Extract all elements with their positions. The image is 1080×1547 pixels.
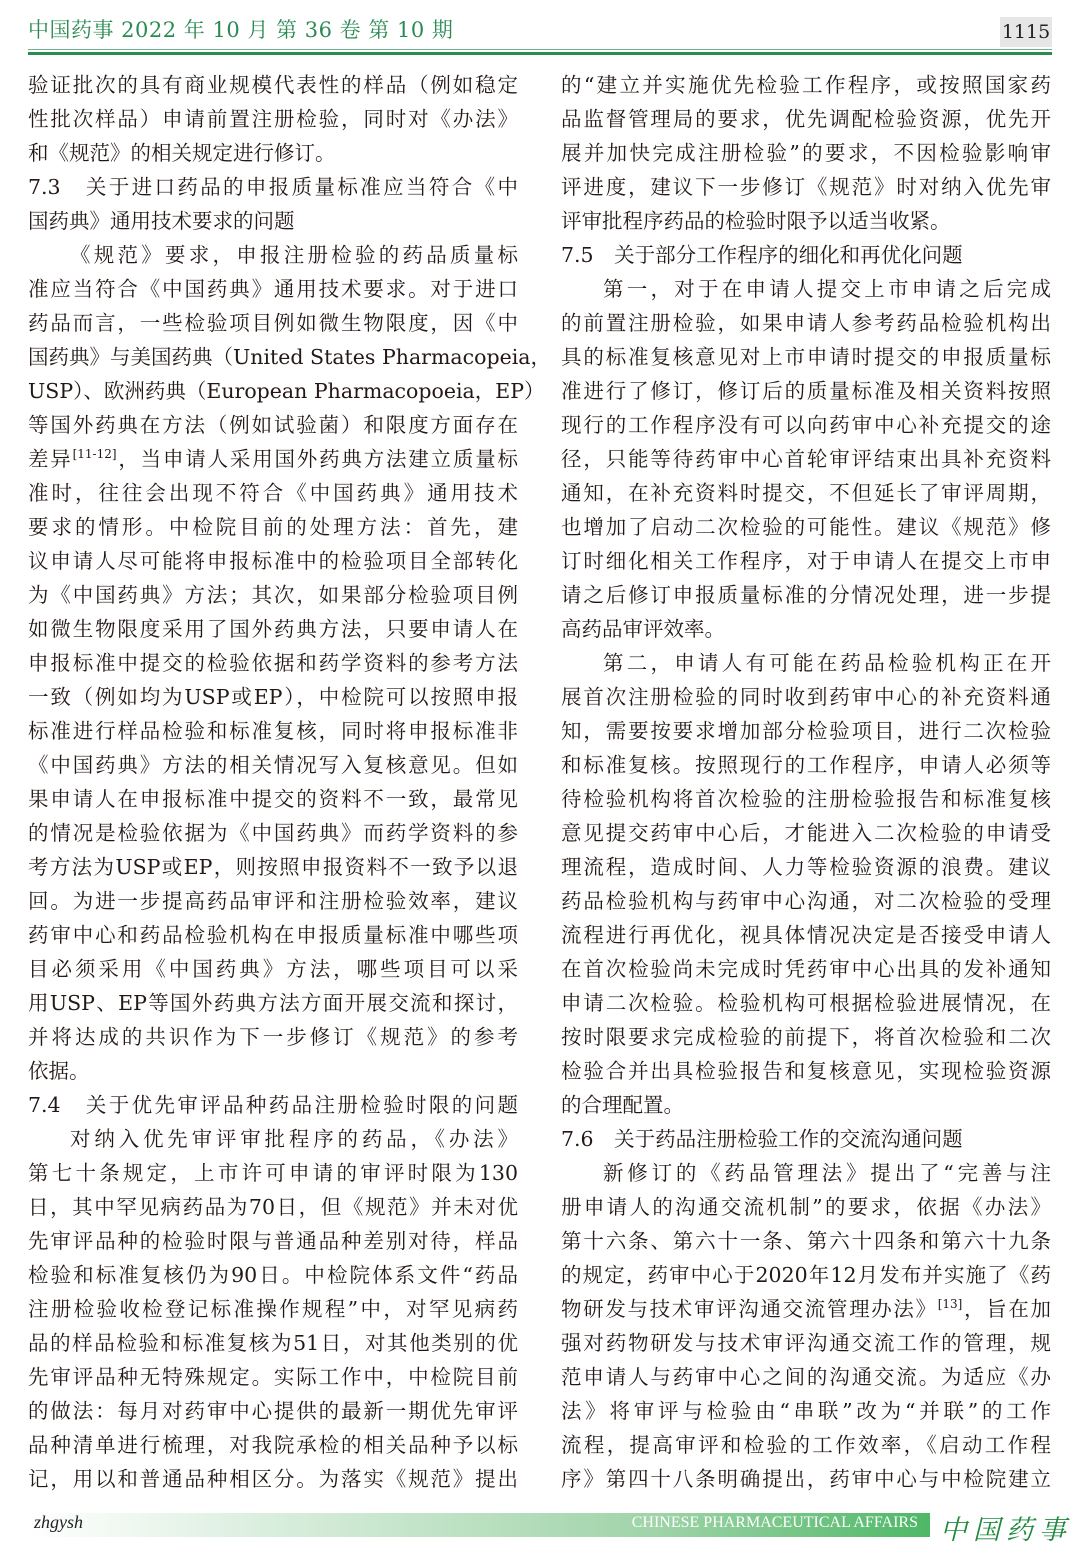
text-line (561, 1054, 1051, 1088)
line-text: 品种清单进行梳理，对我院承检的相关品种予以标 (28, 1433, 518, 1457)
text-line (561, 612, 1051, 646)
line-text: 评审批程序药品的检验时限予以适当收紧。 (561, 209, 951, 233)
text-line (28, 850, 518, 884)
line-text: 《中国药典》方法的相关情况写入复核意见。但如 (28, 753, 518, 777)
line-text: 径，只能等待药审中心首轮审评结束出具补充资料 (561, 447, 1051, 471)
line-text: 在首次检验尚未完成时凭药审中心出具的发补通知 (561, 957, 1051, 981)
line-text: 流程进行再优化，视具体情况决定是否接受申请人 (561, 923, 1051, 947)
line-text: 先审评品种的检验时限与普通品种差别对待，样品 (28, 1229, 518, 1253)
text-line (28, 646, 518, 680)
line-text: 现行的工作程序没有可以向药审中心补充提交的途 (561, 413, 1051, 437)
line-text: 第二，申请人有可能在药品检验机构正在开 (603, 651, 1051, 675)
text-line (561, 170, 1051, 204)
line-text: 的情况是检验依据为《中国药典》而药学资料的参 (28, 821, 518, 845)
text-line (28, 1190, 518, 1224)
text-line (561, 272, 1051, 306)
line-text: 对纳入优先审评审批程序的药品，《办法》 (70, 1127, 518, 1151)
text-line (28, 136, 518, 170)
line-text: 申报标准中提交的检验依据和药学资料的参考方法 (28, 651, 518, 675)
text-line (561, 136, 1051, 170)
text-line (28, 714, 518, 748)
text-line (28, 238, 518, 272)
text-line (561, 1190, 1051, 1224)
text-line (28, 816, 518, 850)
line-text: 验证批次的具有商业规模代表性的样品（例如稳定 (28, 73, 518, 97)
line-text: 差异 (28, 447, 73, 471)
line-text: 高药品审评效率。 (561, 617, 725, 641)
text-line (561, 646, 1051, 680)
line-text: 7.6 关于药品注册检验工作的交流沟通问题 (561, 1127, 963, 1151)
page-number: 1115 (1000, 17, 1052, 47)
text-line (561, 748, 1051, 782)
line-text: 为《中国药典》方法；其次，如果部分检验项目例 (28, 583, 518, 607)
header-rule-thin (28, 49, 1052, 50)
line-text: 《规范》要求，申报注册检验的药品质量标 (70, 243, 518, 267)
line-text: 国药典》与美国药典（United States Pharmacopeia， (28, 345, 551, 369)
line-text: 序》第四十八条明确提出，药审中心与中检院建立 (561, 1467, 1051, 1491)
line-text: 的前置注册检验，如果申请人参考药品检验机构出 (561, 311, 1051, 335)
line-text: 用USP、EP等国外药典方法方面开展交流和探讨， (28, 991, 518, 1015)
line-text: 和标准复核。按照现行的工作程序，申请人必须等 (561, 753, 1051, 777)
text-line (28, 68, 518, 102)
text-line (28, 578, 518, 612)
text-line (561, 918, 1051, 952)
line-text: 物研发与技术审评沟通交流管理办法》 (561, 1297, 938, 1321)
text-line (561, 1258, 1051, 1292)
text-line (561, 1156, 1051, 1190)
citation-reference: [13] (937, 1297, 963, 1311)
text-line (28, 1394, 518, 1428)
line-text: 依据。 (28, 1059, 90, 1083)
text-line (28, 1020, 518, 1054)
line-text: 的规定，药审中心于2020年12月发布并实施了《药 (561, 1263, 1051, 1287)
section-heading-line (28, 170, 518, 204)
text-line (28, 476, 518, 510)
text-line (28, 782, 518, 816)
line-text: 通知，在补充资料时提交，不但延长了审评周期， (561, 481, 1051, 505)
line-text: 如微生物限度采用了国外药典方法，只要申请人在 (28, 617, 518, 641)
text-line (561, 510, 1051, 544)
section-heading-line (28, 204, 518, 238)
text-line (28, 374, 545, 408)
section-heading-line (561, 238, 1051, 272)
line-text: 7.5 关于部分工作程序的细化和再优化问题 (561, 243, 963, 267)
text-line (561, 714, 1051, 748)
text-line (561, 850, 1051, 884)
text-line (28, 1462, 518, 1496)
line-text: 药品而言，一些检验项目例如微生物限度，因《中 (28, 311, 518, 335)
line-text: 议申请人尽可能将申报标准中的检验项目全部转化 (28, 549, 518, 573)
line-text: 检验合并出具检验报告和复核意见，实现检验资源 (561, 1059, 1051, 1083)
line-text: 范申请人与药审中心之间的沟通交流。为适应《办 (561, 1365, 1051, 1389)
line-text: 和《规范》的相关规定进行修订。 (28, 141, 336, 165)
line-text: 知，需要按要求增加部分检验项目，进行二次检验 (561, 719, 1051, 743)
line-text: 考方法为USP或EP，则按照申报资料不一致予以退 (28, 855, 518, 879)
line-text: 具的标准复核意见对上市申请时提交的申报质量标 (561, 345, 1051, 369)
text-line (28, 1224, 518, 1258)
text-line (561, 374, 1051, 408)
line-text: 第一，对于在申请人提交上市申请之后完成 (603, 277, 1051, 301)
line-text: 品监督管理局的要求，优先调配检验资源，优先开 (561, 107, 1051, 131)
journal-logo: 中国药事 (940, 1515, 1072, 1546)
text-line (28, 1054, 518, 1088)
line-text: 果申请人在申报标准中提交的资料不一致，最常见 (28, 787, 518, 811)
header-rule-thick (28, 52, 1052, 55)
text-line (28, 986, 518, 1020)
line-text: 注册检验收检登记标准操作规程”中，对罕见病药 (28, 1297, 518, 1321)
text-line (28, 884, 518, 918)
line-text: 准时，往往会出现不符合《中国药典》通用技术 (28, 481, 518, 505)
text-line (28, 408, 518, 442)
text-line (28, 306, 518, 340)
text-line (561, 408, 1051, 442)
text-line (561, 1020, 1051, 1054)
text-line (561, 1088, 1051, 1122)
line-text: 准应当符合《中国药典》通用技术要求。对于进口 (28, 277, 518, 301)
line-text: 的合理配置。 (561, 1093, 684, 1117)
left-column (28, 68, 551, 1496)
line-text: ，旨在加 (962, 1297, 1051, 1321)
line-text: 检验和标准复核仍为90日。中检院体系文件“药品 (28, 1263, 518, 1287)
text-line (28, 544, 518, 578)
line-text: 标准进行样品检验和标准复核，同时将申报标准非 (28, 719, 518, 743)
text-line (561, 544, 1051, 578)
text-line (561, 884, 1051, 918)
citation-reference: [11-12] (72, 447, 117, 461)
text-line (28, 680, 518, 714)
text-line (28, 1122, 518, 1156)
text-line (561, 204, 1051, 238)
line-text: 册申请人的沟通交流机制”的要求，依据《办法》 (561, 1195, 1051, 1219)
line-text: 国药典》通用技术要求的问题 (28, 209, 295, 233)
line-text: 评进度，建议下一步修订《规范》时对纳入优先审 (561, 175, 1051, 199)
line-text: 法》将审评与检验由“串联”改为“并联”的工作 (561, 1399, 1051, 1423)
text-line (561, 1326, 1051, 1360)
line-text: 药品检验机构与药审中心沟通，对二次检验的受理 (561, 889, 1051, 913)
line-text: 订时细化相关工作程序，对于申请人在提交上市申 (561, 549, 1051, 573)
text-line (28, 1258, 518, 1292)
line-text: 展首次注册检验的同时收到药审中心的补充资料通 (561, 685, 1051, 709)
line-text: 理流程，造成时间、人力等检验资源的浪费。建议 (561, 855, 1051, 879)
right-column (561, 68, 1051, 1496)
line-text: 先审评品种无特殊规定。实际工作中，中检院目前 (28, 1365, 518, 1389)
line-text: 等国外药典在方法（例如试验菌）和限度方面存在 (28, 413, 518, 437)
section-heading-line (28, 1088, 518, 1122)
line-text: 目必须采用《中国药典》方法，哪些项目可以采 (28, 957, 518, 981)
text-line (28, 1156, 518, 1190)
line-text: 日，其中罕见病药品为70日，但《规范》并未对优 (28, 1195, 518, 1219)
text-line (561, 1428, 1051, 1462)
text-line (561, 1462, 1051, 1496)
running-header: 中国药事 2022 年 10 月 第 36 卷 第 10 期 (28, 18, 454, 42)
text-line (561, 340, 1051, 374)
line-text: 药审中心和药品检验机构在申报质量标准中哪些项 (28, 923, 518, 947)
line-text: 申请二次检验。检验机构可根据检验进展情况，在 (561, 991, 1051, 1015)
text-line (561, 442, 1051, 476)
line-text: 流程，提高审评和检验的工作效率，《启动工作程 (561, 1433, 1051, 1457)
text-line (28, 340, 551, 374)
line-text: 第十六条、第六十一条、第六十四条和第六十九条 (561, 1229, 1051, 1253)
text-line (28, 1428, 518, 1462)
line-text: 的“建立并实施优先检验工作程序，或按照国家药 (561, 73, 1051, 97)
text-line (561, 816, 1051, 850)
footer-journal-english: CHINESE PHARMACEUTICAL AFFAIRS (631, 1514, 918, 1531)
text-line (561, 986, 1051, 1020)
text-line (561, 578, 1051, 612)
line-text: 第七十条规定，上市许可申请的审评时限为130 (28, 1161, 518, 1185)
text-line (561, 952, 1051, 986)
text-line (28, 918, 518, 952)
text-line (561, 102, 1051, 136)
line-text: 记，用以和普通品种相区分。为落实《规范》提出 (28, 1467, 518, 1491)
line-text: 品的样品检验和标准复核为51日，对其他类别的优 (28, 1331, 518, 1355)
line-text: 也增加了启动二次检验的可能性。建议《规范》修 (561, 515, 1051, 539)
line-text: 新修订的《药品管理法》提出了“完善与注 (603, 1161, 1051, 1185)
text-line (28, 1326, 518, 1360)
line-text: 按时限要求完成检验的前提下，将首次检验和二次 (561, 1025, 1051, 1049)
text-line (561, 782, 1051, 816)
line-text: 准进行了修订，修订后的质量标准及相关资料按照 (561, 379, 1051, 403)
line-text: 要求的情形。中检院目前的处理方法：首先，建 (28, 515, 518, 539)
line-text: 展并加快完成注册检验”的要求，不因检验影响审 (561, 141, 1051, 165)
text-line (561, 680, 1051, 714)
text-line (28, 102, 518, 136)
text-line (28, 510, 518, 544)
line-text: 请之后修订申报质量标准的分情况处理，进一步提 (561, 583, 1051, 607)
line-text: 性批次样品）申请前置注册检验，同时对《办法》 (28, 107, 518, 131)
line-text: 回。为进一步提高药品审评和注册检验效率，建议 (28, 889, 518, 913)
section-heading-line (561, 1122, 1051, 1156)
line-text: 7.3 关于进口药品的申报质量标准应当符合《中 (28, 175, 518, 199)
text-line (561, 1224, 1051, 1258)
footer-website: zhgysh (34, 1512, 83, 1532)
text-line (561, 476, 1051, 510)
line-text: 一致（例如均为USP或EP），中检院可以按照申报 (28, 685, 518, 709)
line-text: 7.4 关于优先审评品种药品注册检验时限的问题 (28, 1093, 518, 1117)
text-line (28, 612, 518, 646)
text-line (28, 952, 518, 986)
line-text: USP）、欧洲药典（European Pharmacopoeia，EP） (28, 379, 545, 403)
text-line (561, 68, 1051, 102)
text-line (28, 1360, 518, 1394)
line-text: 意见提交药审中心后，才能进入二次检验的申请受 (561, 821, 1051, 845)
text-line (28, 1292, 518, 1326)
text-line (561, 1360, 1051, 1394)
line-text: 并将达成的共识作为下一步修订《规范》的参考 (28, 1025, 518, 1049)
text-line (28, 272, 518, 306)
line-text: 的做法：每月对药审中心提供的最新一期优先审评 (28, 1399, 518, 1423)
text-line (561, 306, 1051, 340)
line-text: ，当申请人采用国外药典方法建立质量标 (116, 447, 519, 471)
text-line (28, 748, 518, 782)
text-line (561, 1394, 1051, 1428)
text-line (561, 1292, 1051, 1326)
text-line (28, 442, 518, 476)
line-text: 待检验机构将首次检验的注册检验报告和标准复核 (561, 787, 1051, 811)
line-text: 强对药物研发与技术审评沟通交流工作的管理，规 (561, 1331, 1051, 1355)
